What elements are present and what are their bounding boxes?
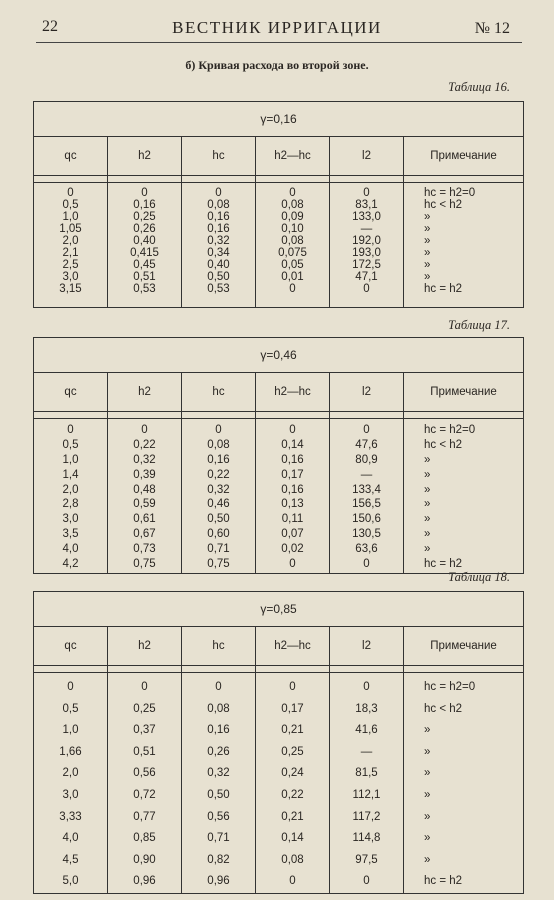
table-cell: 0,96 — [207, 875, 230, 888]
column-header: l2 — [330, 137, 404, 176]
issue-number: № 12 — [474, 20, 510, 37]
column-header: Примечание — [404, 137, 524, 176]
spacer-cell — [330, 412, 404, 419]
note-cell: hc = h2 — [424, 875, 463, 888]
data-table — [33, 337, 524, 574]
spacer-cell — [182, 176, 256, 183]
spacer-cell — [108, 666, 182, 673]
journal-title: ВЕСТНИК ИРРИГАЦИИ — [172, 18, 382, 37]
table-cell: 0,24 — [281, 767, 304, 780]
table-cell: 0,5 — [62, 199, 79, 211]
table-cell: 0,56 — [207, 810, 230, 823]
note-cell: » — [424, 453, 431, 466]
table-cell: 0,08 — [207, 438, 230, 451]
table-cell: 3,0 — [62, 788, 79, 801]
table-cell: 0,08 — [281, 853, 304, 866]
table-cell: 18,3 — [355, 702, 378, 715]
table-cell: 0 — [363, 558, 370, 571]
gamma-value: γ=0,16 — [34, 102, 524, 137]
spacer-cell — [108, 176, 182, 183]
column-header: hc — [182, 373, 256, 412]
table-cell: 0,61 — [133, 513, 156, 526]
table-cell: 0,22 — [133, 438, 156, 451]
note-cell: » — [424, 767, 431, 780]
table-cell: 0 — [363, 283, 370, 295]
table-cell: 97,5 — [355, 853, 378, 866]
table-body-row — [34, 419, 524, 574]
table-cell: 0,415 — [130, 247, 159, 259]
table-cell: 0 — [289, 424, 296, 436]
value-column — [34, 183, 108, 308]
table-cell: 0,37 — [133, 724, 156, 737]
table-cell: 0,01 — [281, 271, 304, 283]
note-cell: » — [424, 498, 431, 511]
note-cell: » — [424, 211, 431, 223]
table-cell: 0,21 — [281, 724, 304, 737]
table-body-row — [34, 673, 524, 894]
column-header: l2 — [330, 373, 404, 412]
subsection-title: б) Кривая расхода во второй зоне. — [185, 58, 369, 72]
table-cell: 0,14 — [281, 438, 304, 451]
note-cell: hc = h2=0 — [424, 424, 476, 436]
table-cell: 114,8 — [352, 832, 381, 845]
table-cell: 0 — [289, 875, 296, 888]
table-cell: 0,16 — [281, 453, 304, 466]
table-cell: 0,07 — [281, 528, 304, 541]
table-cell: 0,26 — [133, 223, 156, 235]
table-cell: 5,0 — [62, 875, 79, 888]
table-cell: 0,25 — [133, 702, 156, 715]
table-cell: 0,60 — [207, 528, 230, 541]
table-cell: 0,13 — [281, 498, 304, 511]
value-column — [182, 419, 256, 574]
table-cell: 0,16 — [133, 199, 156, 211]
table-cell: 0,53 — [133, 283, 156, 295]
table-cell: 0,075 — [278, 247, 307, 259]
value-column — [256, 419, 330, 574]
column-header: Примечание — [404, 373, 524, 412]
table-cell: 2,0 — [62, 767, 79, 780]
table-cell: 63,6 — [355, 543, 378, 556]
spacer-cell — [34, 176, 108, 183]
table-cell: 0,32 — [207, 235, 230, 247]
table-cell: 81,5 — [355, 767, 378, 780]
table-cell: 0,59 — [133, 498, 156, 511]
table-cell: 0,25 — [281, 745, 304, 758]
note-cell: hc = h2=0 — [424, 681, 476, 693]
table-body-row — [34, 183, 524, 308]
table-cell: 4,0 — [62, 832, 79, 845]
value-column — [182, 673, 256, 894]
table-cell: 0 — [289, 681, 296, 693]
note-cell: hc < h2 — [424, 199, 463, 211]
value-column — [330, 673, 404, 894]
table-cell: 0,14 — [281, 832, 304, 845]
table-cell: 0 — [363, 424, 370, 436]
table-cell: — — [360, 223, 373, 235]
table-cell: 83,1 — [355, 199, 378, 211]
note-cell: » — [424, 468, 431, 481]
table-cell: 4,5 — [62, 853, 79, 866]
column-header: h2 — [108, 373, 182, 412]
note-cell: » — [424, 832, 431, 845]
note-cell: hc < h2 — [424, 702, 463, 715]
table-cell: 112,1 — [352, 788, 381, 801]
value-column — [34, 673, 108, 894]
table-cell: 150,6 — [352, 513, 381, 526]
table-cell: 0 — [215, 187, 222, 199]
table-cell: 1,0 — [62, 211, 79, 223]
spacer-cell — [404, 176, 524, 183]
note-cell: » — [424, 724, 431, 737]
table-cell: 0,40 — [207, 259, 230, 271]
column-header: h2—hc — [256, 137, 330, 176]
notes-column — [404, 673, 524, 894]
table-cell: 0,10 — [281, 223, 304, 235]
column-header: qc — [34, 137, 108, 176]
table-cell: 1,05 — [59, 223, 82, 235]
table-cell: 0,16 — [281, 483, 304, 496]
column-header: h2 — [108, 627, 182, 666]
table-cell: 4,0 — [62, 543, 79, 556]
table-cell: 41,6 — [355, 724, 378, 737]
note-cell: » — [424, 543, 431, 556]
table-cell: 0,08 — [281, 235, 304, 247]
table-cell: 0 — [215, 424, 222, 436]
table-cell: 4,2 — [62, 558, 79, 571]
column-header: hc — [182, 627, 256, 666]
table-cell: 0,50 — [207, 513, 230, 526]
table-cell: 130,5 — [352, 528, 381, 541]
note-cell: » — [424, 247, 431, 259]
column-header: qc — [34, 373, 108, 412]
table-cell: 0,11 — [281, 513, 304, 526]
column-header: h2—hc — [256, 627, 330, 666]
table-cell: 3,0 — [62, 513, 79, 526]
note-cell: » — [424, 788, 431, 801]
note-cell: hc < h2 — [424, 438, 463, 451]
table-cell: 0 — [289, 558, 296, 571]
column-header: Примечание — [404, 627, 524, 666]
column-header: qc — [34, 627, 108, 666]
table-cell: 0,73 — [133, 543, 156, 556]
table-cell: — — [360, 745, 373, 758]
table-cell: 0 — [67, 424, 74, 436]
page-number: 22 — [42, 18, 58, 35]
column-header: h2—hc — [256, 373, 330, 412]
table-cell: 0,53 — [207, 283, 230, 295]
gamma-value: γ=0,46 — [34, 338, 524, 373]
table-cell: 47,6 — [355, 438, 378, 451]
note-cell: hc = h2=0 — [424, 187, 476, 199]
table-cell: 3,5 — [62, 528, 79, 541]
note-cell: » — [424, 528, 431, 541]
note-cell: » — [424, 259, 431, 271]
spacer-cell — [34, 666, 108, 673]
table-cell: 0,16 — [207, 724, 230, 737]
table-cell: 0,5 — [62, 438, 79, 451]
table-cell: 2,8 — [62, 498, 79, 511]
column-header: hc — [182, 137, 256, 176]
note-cell: hc = h2 — [424, 283, 463, 295]
table-cell: 0 — [141, 187, 148, 199]
table-cell: 47,1 — [355, 271, 378, 283]
table-cell: 0,96 — [133, 875, 156, 888]
table-cell: 2,0 — [62, 235, 79, 247]
table-cell: 133,4 — [352, 483, 381, 496]
table-cell: 2,1 — [62, 247, 79, 259]
note-cell: » — [424, 271, 431, 283]
value-column — [34, 419, 108, 574]
table-cell: — — [360, 468, 373, 481]
table-cell: 0,16 — [207, 223, 230, 235]
table-cell: 0,5 — [62, 702, 79, 715]
table-cell: 0 — [67, 187, 74, 199]
table-cell: 0,17 — [281, 468, 304, 481]
table-cell: 0 — [141, 681, 148, 693]
table-cell: 0,32 — [133, 453, 156, 466]
page-header — [0, 0, 554, 44]
table-cell: 0,71 — [207, 543, 230, 556]
table-cell: 117,2 — [352, 810, 381, 823]
table-cell: 172,5 — [352, 259, 381, 271]
table-cell: 0,90 — [133, 853, 156, 866]
table-cell: 133,0 — [352, 211, 381, 223]
value-column — [108, 673, 182, 894]
notes-column — [404, 183, 524, 308]
table-cell: 0,67 — [133, 528, 156, 541]
table-cell: 0,82 — [207, 853, 230, 866]
spacer-cell — [256, 666, 330, 673]
spacer-cell — [404, 666, 524, 673]
table-cell: 0,05 — [281, 259, 304, 271]
table-cell: 0,16 — [207, 211, 230, 223]
table-cell: 0,17 — [281, 702, 304, 715]
table-cell: 0,51 — [133, 745, 156, 758]
table-cell: 0 — [215, 681, 222, 693]
table-cell: 0,85 — [133, 832, 156, 845]
table-cell: 0,34 — [207, 247, 230, 259]
table-caption: Таблица 18. — [448, 570, 510, 584]
table-cell: 0,26 — [207, 745, 230, 758]
value-column — [330, 183, 404, 308]
table-caption: Таблица 16. — [448, 80, 510, 94]
value-column — [330, 419, 404, 574]
value-column — [108, 419, 182, 574]
table-caption: Таблица 17. — [448, 318, 510, 332]
table-cell: 3,0 — [62, 271, 79, 283]
table-cell: 1,0 — [62, 724, 79, 737]
spacer-cell — [182, 412, 256, 419]
table-cell: 0,77 — [133, 810, 156, 823]
table-cell: 0,22 — [281, 788, 304, 801]
spacer-cell — [256, 176, 330, 183]
spacer-cell — [330, 176, 404, 183]
spacer-cell — [108, 412, 182, 419]
value-column — [182, 183, 256, 308]
table-cell: 0,72 — [133, 788, 156, 801]
table-cell: 2,5 — [62, 259, 79, 271]
table-cell: 3,15 — [59, 283, 82, 295]
value-column — [256, 673, 330, 894]
note-cell: » — [424, 853, 431, 866]
table-cell: 0 — [141, 424, 148, 436]
table-cell: 0,71 — [207, 832, 230, 845]
table-cell: 0,75 — [207, 558, 230, 571]
table-cell: 0,22 — [207, 468, 230, 481]
table-cell: 0,75 — [133, 558, 156, 571]
note-cell: » — [424, 235, 431, 247]
value-column — [108, 183, 182, 308]
table-cell: 0,46 — [207, 498, 230, 511]
table-cell: 0,08 — [207, 199, 230, 211]
table-cell: 192,0 — [352, 235, 381, 247]
table-cell: 156,5 — [352, 498, 381, 511]
table-cell: 0 — [363, 875, 370, 888]
table-cell: 0,45 — [133, 259, 156, 271]
spacer-cell — [330, 666, 404, 673]
header-rule — [36, 42, 522, 43]
table-cell: 1,0 — [62, 453, 79, 466]
spacer-cell — [182, 666, 256, 673]
table-cell: 0,08 — [281, 199, 304, 211]
table-cell: 0 — [289, 187, 296, 199]
note-cell: » — [424, 483, 431, 496]
value-column — [256, 183, 330, 308]
table-cell: 3,33 — [59, 810, 82, 823]
table-cell: 1,4 — [62, 468, 79, 481]
note-cell: hc = h2 — [424, 558, 463, 571]
table-cell: 0,16 — [207, 453, 230, 466]
data-table — [33, 101, 524, 308]
note-cell: » — [424, 223, 431, 235]
note-cell: » — [424, 745, 431, 758]
table-cell: 0,25 — [133, 211, 156, 223]
table-cell: 0 — [363, 187, 370, 199]
table-cell: 0,02 — [281, 543, 304, 556]
table-cell: 0,50 — [207, 788, 230, 801]
table-cell: 0,21 — [281, 810, 304, 823]
table-cell: 0,32 — [207, 483, 230, 496]
table-cell: 0,09 — [281, 211, 304, 223]
table-cell: 0 — [363, 681, 370, 693]
table-cell: 0,32 — [207, 767, 230, 780]
table-cell: 0,48 — [133, 483, 156, 496]
table-cell: 0,51 — [133, 271, 156, 283]
notes-column — [404, 419, 524, 574]
column-header: h2 — [108, 137, 182, 176]
table-cell: 1,66 — [59, 745, 82, 758]
table-cell: 193,0 — [352, 247, 381, 259]
column-header: l2 — [330, 627, 404, 666]
spacer-cell — [404, 412, 524, 419]
table-cell: 0,56 — [133, 767, 156, 780]
table-cell: 0 — [67, 681, 74, 693]
table-cell: 0,08 — [207, 702, 230, 715]
table-cell: 0,39 — [133, 468, 156, 481]
note-cell: » — [424, 810, 431, 823]
spacer-cell — [256, 412, 330, 419]
table-cell: 0,40 — [133, 235, 156, 247]
data-table — [33, 591, 524, 894]
table-cell: 0,50 — [207, 271, 230, 283]
gamma-value: γ=0,85 — [34, 592, 524, 627]
table-cell: 2,0 — [62, 483, 79, 496]
spacer-cell — [34, 412, 108, 419]
table-cell: 0 — [289, 283, 296, 295]
note-cell: » — [424, 513, 431, 526]
table-cell: 80,9 — [355, 453, 378, 466]
